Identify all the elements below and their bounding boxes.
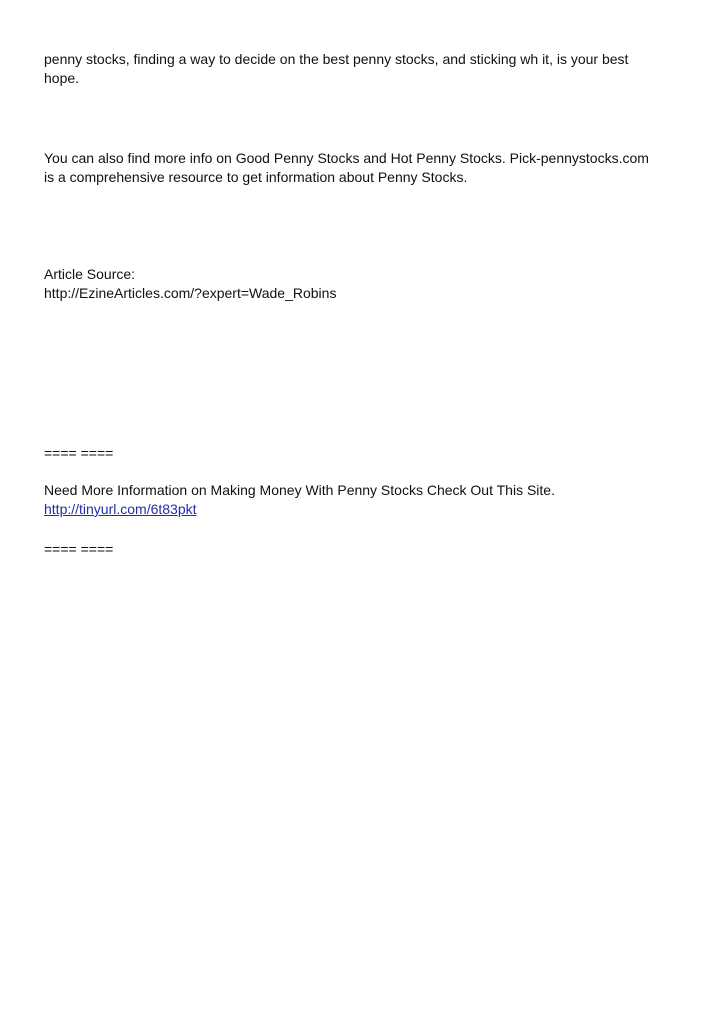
paragraph-more-info bbox=[44, 149, 694, 187]
paragraph-line: You can also find more info on Good Penny Stocks and Hot Penny Stocks. Pick-pennystocks.com bbox=[44, 150, 649, 166]
paragraph-line: is a comprehensive resource to get information about Penny Stocks. bbox=[44, 169, 468, 185]
promo-block bbox=[44, 481, 694, 519]
separator bbox=[44, 540, 694, 559]
separator-text: ==== ==== bbox=[44, 445, 114, 461]
article-source bbox=[44, 265, 694, 303]
article-source-label: Article Source: bbox=[44, 266, 136, 282]
separator-text: ==== ==== bbox=[44, 541, 114, 557]
promo-text: Need More Information on Making Money With Penny Stocks Check Out This Site. bbox=[44, 482, 555, 498]
separator bbox=[44, 444, 694, 463]
paragraph-line: penny stocks, finding a way to decide on the best penny stocks, and sticking wh it, is your best bbox=[44, 51, 629, 67]
promo-link[interactable]: http://tinyurl.com/6t83pkt bbox=[44, 501, 197, 517]
article-source-url: http://EzineArticles.com/?expert=Wade_Robins bbox=[44, 285, 337, 301]
paragraph-line: hope. bbox=[44, 70, 80, 86]
paragraph-closing bbox=[44, 50, 694, 88]
